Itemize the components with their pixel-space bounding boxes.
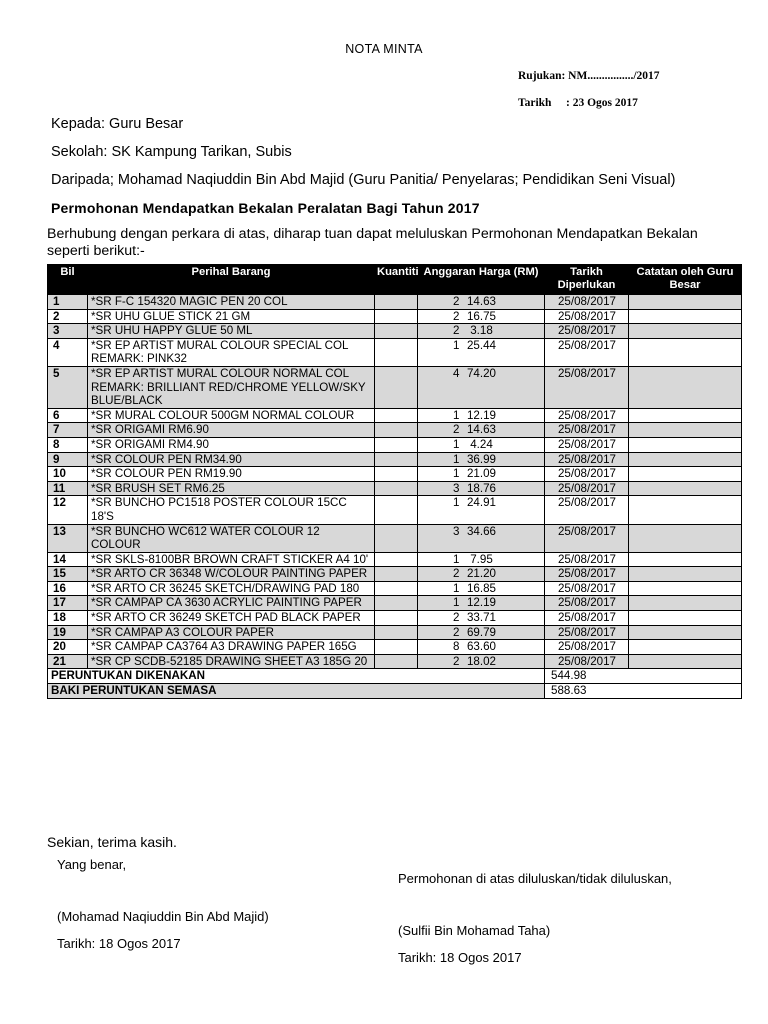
item-price: 63.60 — [418, 640, 545, 655]
item-quantity: 2 — [375, 625, 418, 640]
item-date-needed: 25/08/2017 — [545, 366, 629, 408]
item-note — [629, 496, 742, 524]
item-quantity: 8 — [375, 640, 418, 655]
item-quantity: 1 — [375, 452, 418, 467]
row-number: 4 — [48, 338, 88, 366]
row-number: 5 — [48, 366, 88, 408]
item-quantity: 2 — [375, 567, 418, 582]
item-price: 14.63 — [418, 295, 545, 310]
item-date-needed: 25/08/2017 — [545, 408, 629, 423]
yang-benar: Yang benar, — [57, 857, 127, 872]
item-price: 12.19 — [418, 408, 545, 423]
item-description: *SR CAMPAP CA3764 A3 DRAWING PAPER 165G — [88, 640, 375, 655]
item-note — [629, 467, 742, 482]
row-number: 16 — [48, 581, 88, 596]
item-quantity: 2 — [375, 295, 418, 310]
row-number: 6 — [48, 408, 88, 423]
table-row — [48, 567, 742, 582]
intro-paragraph: Berhubung dengan perkara di atas, diharap tuan dapat meluluskan Permohonan Mendapatkan Bekalan seperti berikut:- — [47, 226, 698, 259]
date-value: : 23 Ogos 2017 — [566, 97, 638, 109]
header-item: Perihal Barang — [88, 265, 375, 295]
item-description: *SR BRUSH SET RM6.25 — [88, 481, 375, 496]
item-price: 14.63 — [418, 423, 545, 438]
item-quantity: 3 — [375, 524, 418, 552]
row-number: 7 — [48, 423, 88, 438]
table-row — [48, 338, 742, 366]
item-quantity: 2 — [375, 423, 418, 438]
item-date-needed: 25/08/2017 — [545, 654, 629, 669]
summary-label: BAKI PERUNTUKAN SEMASA — [48, 684, 545, 699]
item-description: *SR ORIGAMI RM4.90 — [88, 437, 375, 452]
item-date-needed: 25/08/2017 — [545, 567, 629, 582]
approver-name: (Sulfii Bin Mohamad Taha) — [398, 923, 551, 938]
item-quantity: 1 — [375, 408, 418, 423]
table-row — [48, 524, 742, 552]
item-note — [629, 452, 742, 467]
item-description: *SR CP SCDB-52185 DRAWING SHEET A3 185G 20 — [88, 654, 375, 669]
item-price: 18.02 — [418, 654, 545, 669]
sender-name: (Mohamad Naqiuddin Bin Abd Majid) — [57, 909, 269, 924]
item-date-needed: 25/08/2017 — [545, 625, 629, 640]
item-quantity: 1 — [375, 581, 418, 596]
header-quantity: Kuantiti — [375, 265, 418, 295]
item-price: 7.95 — [418, 552, 545, 567]
item-price: 16.75 — [418, 309, 545, 324]
header-price: Anggaran Harga (RM) — [418, 265, 545, 295]
item-description: *SR ORIGAMI RM6.90 — [88, 423, 375, 438]
item-description: *SR COLOUR PEN RM34.90 — [88, 452, 375, 467]
item-price: 4.24 — [418, 437, 545, 452]
item-price: 3.18 — [418, 324, 545, 339]
item-description: *SR CAMPAP CA 3630 ACRYLIC PAINTING PAPER — [88, 596, 375, 611]
table-row — [48, 496, 742, 524]
item-quantity: 4 — [375, 366, 418, 408]
reference-line — [518, 70, 660, 82]
item-price: 69.79 — [418, 625, 545, 640]
item-description: *SR UHU HAPPY GLUE 50 ML — [88, 324, 375, 339]
item-price: 74.20 — [418, 366, 545, 408]
recipient-line: Kepada: Guru Besar — [51, 116, 184, 132]
item-date-needed: 25/08/2017 — [545, 423, 629, 438]
row-number: 21 — [48, 654, 88, 669]
row-number: 12 — [48, 496, 88, 524]
item-note — [629, 581, 742, 596]
item-price: 24.91 — [418, 496, 545, 524]
summary-row-balance — [48, 684, 742, 699]
item-note — [629, 552, 742, 567]
item-quantity: 1 — [375, 552, 418, 567]
item-description: *SR COLOUR PEN RM19.90 — [88, 467, 375, 482]
sender-line: Daripada; Mohamad Naqiuddin Bin Abd Majid (Guru Panitia/ Penyelaras; Pendidikan Seni Visual) — [51, 172, 676, 188]
item-date-needed: 25/08/2017 — [545, 467, 629, 482]
item-date-needed: 25/08/2017 — [545, 496, 629, 524]
item-description: *SR ARTO CR 36245 SKETCH/DRAWING PAD 180 — [88, 581, 375, 596]
row-number: 18 — [48, 611, 88, 626]
date-label: Tarikh — [518, 97, 552, 109]
item-quantity: 2 — [375, 309, 418, 324]
item-note — [629, 481, 742, 496]
item-date-needed: 25/08/2017 — [545, 324, 629, 339]
item-date-needed: 25/08/2017 — [545, 437, 629, 452]
item-description: *SR EP ARTIST MURAL COLOUR SPECIAL COL REMARK: PINK32 — [88, 338, 375, 366]
row-number: 3 — [48, 324, 88, 339]
table-row — [48, 481, 742, 496]
item-quantity: 1 — [375, 467, 418, 482]
document-title: NOTA MINTA — [345, 42, 423, 56]
item-quantity: 2 — [375, 324, 418, 339]
table-row — [48, 295, 742, 310]
summary-value: 588.63 — [545, 684, 742, 699]
item-price: 12.19 — [418, 596, 545, 611]
item-description: *SR EP ARTIST MURAL COLOUR NORMAL COL REMARK: BRILLIANT RED/CHROME YELLOW/SKY BLUE/BLACK — [88, 366, 375, 408]
item-note — [629, 366, 742, 408]
item-quantity: 2 — [375, 654, 418, 669]
item-description: *SR BUNCHO PC1518 POSTER COLOUR 15CC 18'S — [88, 496, 375, 524]
item-price: 21.20 — [418, 567, 545, 582]
table-body — [48, 295, 742, 669]
reference-label: Rujukan — [518, 70, 562, 82]
subject-heading: Permohonan Mendapatkan Bekalan Peralatan Bagi Tahun 2017 — [51, 200, 480, 216]
row-number: 8 — [48, 437, 88, 452]
item-description: *SR ARTO CR 36249 SKETCH PAD BLACK PAPER — [88, 611, 375, 626]
item-note — [629, 408, 742, 423]
item-date-needed: 25/08/2017 — [545, 309, 629, 324]
item-note — [629, 295, 742, 310]
item-date-needed: 25/08/2017 — [545, 338, 629, 366]
row-number: 13 — [48, 524, 88, 552]
table-row — [48, 423, 742, 438]
item-note — [629, 524, 742, 552]
item-date-needed: 25/08/2017 — [545, 611, 629, 626]
table-row — [48, 640, 742, 655]
item-quantity: 2 — [375, 611, 418, 626]
item-description: *SR MURAL COLOUR 500GM NORMAL COLOUR — [88, 408, 375, 423]
item-date-needed: 25/08/2017 — [545, 581, 629, 596]
item-note — [629, 625, 742, 640]
table-row — [48, 611, 742, 626]
item-price: 18.76 — [418, 481, 545, 496]
item-price: 25.44 — [418, 338, 545, 366]
table-row — [48, 408, 742, 423]
summary-row-allocated — [48, 669, 742, 684]
summary-value: 544.98 — [545, 669, 742, 684]
item-note — [629, 324, 742, 339]
item-price: 16.85 — [418, 581, 545, 596]
item-price: 33.71 — [418, 611, 545, 626]
item-price: 36.99 — [418, 452, 545, 467]
item-quantity: 1 — [375, 437, 418, 452]
row-number: 19 — [48, 625, 88, 640]
item-description: *SR CAMPAP A3 COLOUR PAPER — [88, 625, 375, 640]
school-line: Sekolah: SK Kampung Tarikan, Subis — [51, 144, 292, 160]
table-row — [48, 467, 742, 482]
item-date-needed: 25/08/2017 — [545, 524, 629, 552]
table-row — [48, 366, 742, 408]
date-line — [518, 97, 638, 109]
item-date-needed: 25/08/2017 — [545, 596, 629, 611]
item-description: *SR BUNCHO WC612 WATER COLOUR 12 COLOUR — [88, 524, 375, 552]
item-note — [629, 640, 742, 655]
item-date-needed: 25/08/2017 — [545, 452, 629, 467]
row-number: 14 — [48, 552, 88, 567]
item-quantity: 1 — [375, 596, 418, 611]
row-number: 20 — [48, 640, 88, 655]
request-table — [47, 264, 742, 699]
item-note — [629, 611, 742, 626]
item-note — [629, 423, 742, 438]
table-row — [48, 309, 742, 324]
item-date-needed: 25/08/2017 — [545, 481, 629, 496]
item-note — [629, 654, 742, 669]
row-number: 17 — [48, 596, 88, 611]
row-number: 11 — [48, 481, 88, 496]
sender-date: Tarikh: 18 Ogos 2017 — [57, 936, 181, 951]
item-note — [629, 309, 742, 324]
item-quantity: 3 — [375, 481, 418, 496]
table-row — [48, 625, 742, 640]
table-row — [48, 452, 742, 467]
item-price: 34.66 — [418, 524, 545, 552]
item-date-needed: 25/08/2017 — [545, 552, 629, 567]
item-description: *SR SKLS-8100BR BROWN CRAFT STICKER A4 10' — [88, 552, 375, 567]
row-number: 15 — [48, 567, 88, 582]
row-number: 2 — [48, 309, 88, 324]
item-note — [629, 338, 742, 366]
item-quantity: 1 — [375, 496, 418, 524]
item-note — [629, 567, 742, 582]
item-description: *SR F-C 154320 MAGIC PEN 20 COL — [88, 295, 375, 310]
header-bil: Bil — [48, 265, 88, 295]
row-number: 10 — [48, 467, 88, 482]
summary-label: PERUNTUKAN DIKENAKAN — [48, 669, 545, 684]
reference-value: : NM................/2017 — [561, 70, 660, 82]
item-description: *SR ARTO CR 36348 W/COLOUR PAINTING PAPER — [88, 567, 375, 582]
table-row — [48, 596, 742, 611]
header-notes: Catatan oleh Guru Besar — [629, 265, 742, 295]
row-number: 1 — [48, 295, 88, 310]
row-number: 9 — [48, 452, 88, 467]
item-description: *SR UHU GLUE STICK 21 GM — [88, 309, 375, 324]
item-date-needed: 25/08/2017 — [545, 295, 629, 310]
header-date-needed: Tarikh Diperlukan — [545, 265, 629, 295]
item-note — [629, 596, 742, 611]
item-price: 21.09 — [418, 467, 545, 482]
table-row — [48, 654, 742, 669]
item-quantity: 1 — [375, 338, 418, 366]
table-header-row — [48, 265, 742, 295]
table-row — [48, 437, 742, 452]
approval-text: Permohonan di atas diluluskan/tidak diluluskan, — [398, 871, 672, 886]
table-row — [48, 324, 742, 339]
approver-date: Tarikh: 18 Ogos 2017 — [398, 950, 522, 965]
item-note — [629, 437, 742, 452]
table-row — [48, 552, 742, 567]
table-row — [48, 581, 742, 596]
item-date-needed: 25/08/2017 — [545, 640, 629, 655]
closing-thanks: Sekian, terima kasih. — [47, 834, 177, 850]
